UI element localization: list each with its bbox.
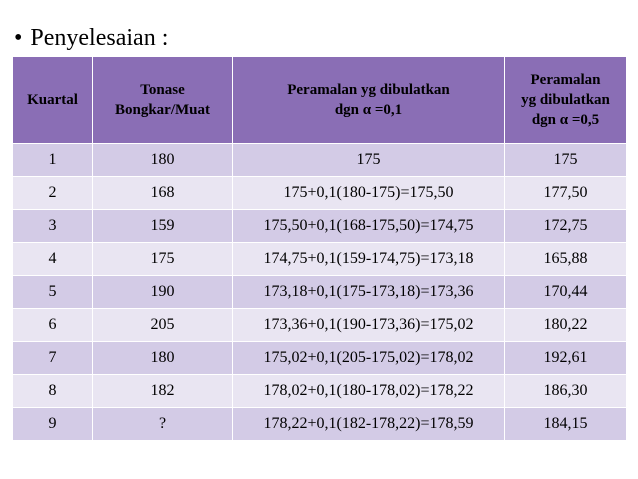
cell-tonase: 182 (93, 375, 233, 408)
table-body (13, 144, 627, 441)
cell-peramalan-01: 178,02+0,1(180-178,02)=178,22 (233, 375, 505, 408)
cell-peramalan-01: 175+0,1(180-175)=175,50 (233, 177, 505, 210)
cell-tonase: 205 (93, 309, 233, 342)
header-peramalan-alpha-05 (505, 57, 627, 144)
table-row (13, 375, 627, 408)
cell-kuartal: 9 (13, 408, 93, 441)
header-kuartal (13, 57, 93, 144)
table-row (13, 276, 627, 309)
cell-tonase: 175 (93, 243, 233, 276)
table-header-row (13, 57, 627, 144)
cell-peramalan-05: 175 (505, 144, 627, 177)
table-row (13, 210, 627, 243)
cell-kuartal: 4 (13, 243, 93, 276)
bullet-icon: • (14, 25, 23, 51)
cell-peramalan-01: 173,36+0,1(190-173,36)=175,02 (233, 309, 505, 342)
cell-peramalan-01: 175 (233, 144, 505, 177)
cell-tonase: 159 (93, 210, 233, 243)
cell-peramalan-01: 173,18+0,1(175-173,18)=173,36 (233, 276, 505, 309)
cell-tonase: ? (93, 408, 233, 441)
cell-kuartal: 8 (13, 375, 93, 408)
slide-heading (14, 24, 168, 52)
cell-peramalan-05: 184,15 (505, 408, 627, 441)
header-line: Tonase (140, 82, 185, 98)
cell-tonase: 190 (93, 276, 233, 309)
table-row (13, 243, 627, 276)
cell-kuartal: 3 (13, 210, 93, 243)
cell-peramalan-05: 177,50 (505, 177, 627, 210)
cell-peramalan-05: 180,22 (505, 309, 627, 342)
header-line: Kuartal (27, 92, 78, 108)
table-row (13, 342, 627, 375)
table-row (13, 309, 627, 342)
header-line: Peramalan (530, 72, 601, 88)
table-row (13, 177, 627, 210)
cell-kuartal: 6 (13, 309, 93, 342)
cell-tonase: 168 (93, 177, 233, 210)
cell-peramalan-01: 178,22+0,1(182-178,22)=178,59 (233, 408, 505, 441)
cell-kuartal: 5 (13, 276, 93, 309)
table-row (13, 408, 627, 441)
forecast-table (12, 56, 627, 441)
cell-kuartal: 1 (13, 144, 93, 177)
header-peramalan-alpha-01 (233, 57, 505, 144)
cell-peramalan-01: 174,75+0,1(159-174,75)=173,18 (233, 243, 505, 276)
header-line: Bongkar/Muat (114, 102, 210, 118)
cell-tonase: 180 (93, 342, 233, 375)
header-line: Peramalan yg dibulatkan (287, 82, 450, 98)
cell-peramalan-01: 175,02+0,1(205-175,02)=178,02 (233, 342, 505, 375)
cell-peramalan-05: 186,30 (505, 375, 627, 408)
cell-peramalan-05: 165,88 (505, 243, 627, 276)
header-line: dgn α =0,5 (531, 112, 600, 128)
table-row (13, 144, 627, 177)
cell-kuartal: 7 (13, 342, 93, 375)
cell-peramalan-05: 172,75 (505, 210, 627, 243)
cell-peramalan-05: 170,44 (505, 276, 627, 309)
header-line: yg dibulatkan (521, 92, 610, 108)
cell-tonase: 180 (93, 144, 233, 177)
cell-kuartal: 2 (13, 177, 93, 210)
cell-peramalan-05: 192,61 (505, 342, 627, 375)
header-tonase (93, 57, 233, 144)
cell-peramalan-01: 175,50+0,1(168-175,50)=174,75 (233, 210, 505, 243)
heading-text: Penyelesaian : (30, 25, 169, 51)
header-line: dgn α =0,1 (334, 102, 403, 118)
